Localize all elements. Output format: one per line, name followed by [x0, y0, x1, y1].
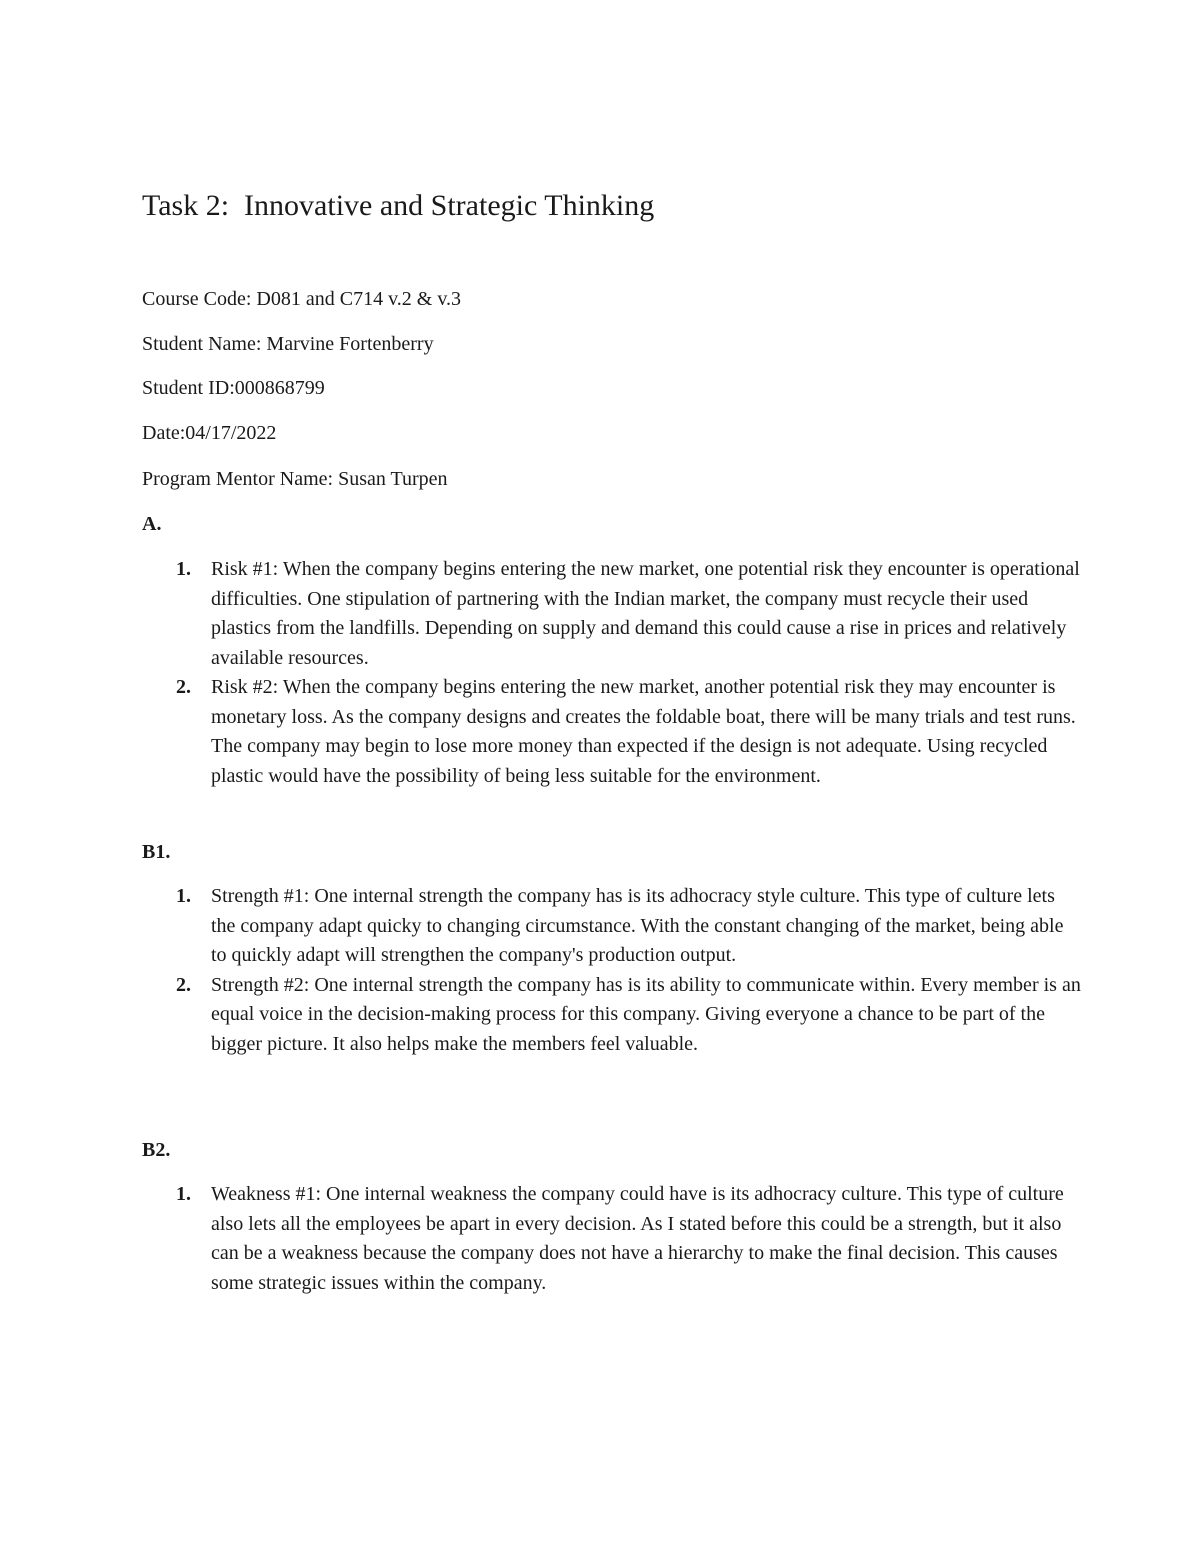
program-mentor-line: Program Mentor Name: Susan Turpen	[142, 468, 448, 490]
section-b2-label: B2.	[142, 1139, 171, 1161]
section-a-label: A.	[142, 513, 162, 535]
section-a-list	[142, 555, 1082, 791]
course-code-line: Course Code: D081 and C714 v.2 & v.3	[142, 288, 462, 310]
list-number: 2.	[176, 676, 191, 698]
date-line: Date:04/17/2022	[142, 422, 277, 444]
student-id-line: Student ID:000868799	[142, 377, 325, 399]
list-number: 1.	[176, 885, 191, 907]
list-item-text: Strength #1: One internal strength the company has is its adhocracy style culture. This type of culture lets the company adapt quicky to changing circumstance. With the constant changing of the market, being able to quickly adapt will strengthen the company's production output.	[211, 885, 1064, 966]
student-name-line: Student Name: Marvine Fortenberry	[142, 333, 434, 355]
list-number: 1.	[176, 1183, 191, 1205]
list-item	[142, 882, 1082, 971]
list-item	[142, 673, 1082, 791]
section-b2-list	[142, 1180, 1082, 1298]
list-number: 2.	[176, 973, 191, 996]
list-item	[142, 971, 1082, 1060]
section-b1-label: B1.	[142, 841, 171, 863]
list-item-text: Risk #2: When the company begins entering the new market, another potential risk they may encounter is monetary loss. As the company designs and creates the foldable boat, there will be many trials and test runs. The company may begin to lose more money than expected if the design is not adequate. Using recycled plastic would have the possibility of being less suitable for the environment.	[211, 676, 1076, 787]
list-item-text: Strength #2: One internal strength the company has is its ability to communicate within. Every member is an equal voice in the decision-making process for this company. Giving everyone a chance to be part of the bigger picture. It also helps make the members feel valuable.	[211, 973, 1081, 1055]
document-title: Task 2: Innovative and Strategic Thinking	[142, 189, 655, 222]
list-item	[142, 1180, 1082, 1298]
list-item-text: Risk #1: When the company begins entering the new market, one potential risk they encounter is operational difficulties. One stipulation of partnering with the Indian market, the company must recycle their used plastics from the landfills. Depending on supply and demand this could cause a rise in prices and relatively available resources.	[211, 558, 1080, 669]
list-item	[142, 555, 1082, 673]
section-b1-list	[142, 882, 1082, 1059]
list-number: 1.	[176, 558, 191, 580]
list-item-text: Weakness #1: One internal weakness the company could have is its adhocracy culture. This type of culture also lets all the employees be apart in every decision. As I stated before this could be a strength, but it also can be a weakness because the company does not have a hierarchy to make the final decision. This causes some strategic issues within the company.	[211, 1183, 1064, 1294]
